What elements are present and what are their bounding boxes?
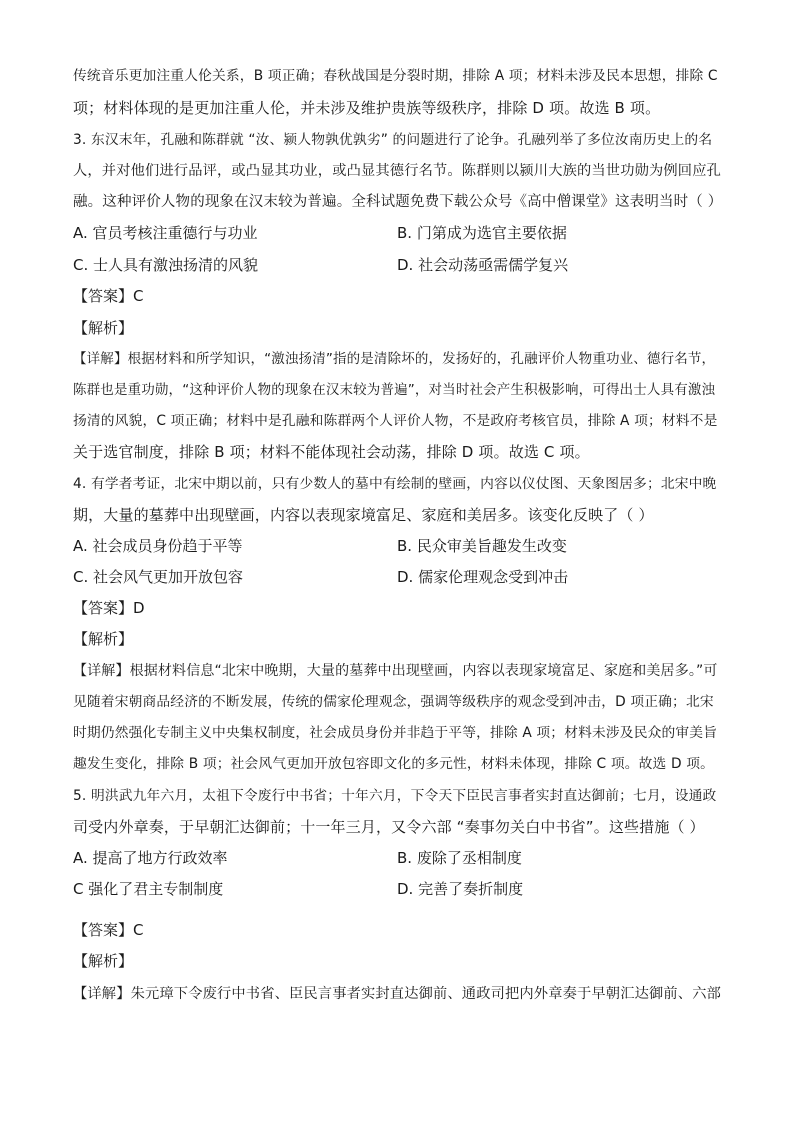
question-3-detail-line: 【详解】根据材料和所学知识，“激浊扬清”指的是清除坏的，发扬好的，孔融评价人物重功业、德行名节，	[73, 351, 716, 367]
question-5-option-d: D. 完善了奏折制度	[397, 880, 524, 898]
question-3-detail-line: 关于选官制度，排除 B 项；材料不能体现社会动荡，排除 D 项。故选 C 项。	[73, 443, 590, 461]
question-5-analysis-label: 【解析】	[73, 952, 134, 970]
question-5-detail-line: 【详解】朱元璋下令废行中书省、臣民言事者实封直达御前、通政司把内外章奏于早朝汇达御前、六部	[73, 986, 722, 1002]
question-3-analysis-label: 【解析】	[73, 319, 134, 337]
question-4-option-c: C. 社会风气更加开放包容	[73, 568, 244, 586]
question-5-stem-line: 司受内外章奏，于早朝汇达御前；十一年三月，又令六部 “奏事勿关白中书省”。这些措施（ ）	[73, 818, 705, 836]
question-4-stem-line: 4. 有学者考证，北宋中期以前，只有少数人的墓中有绘制的壁画，内容以仪仗图、天象图居多；北宋中晚	[73, 476, 717, 492]
question-5-option-b: B. 废除了丞相制度	[397, 849, 522, 867]
continuation-line: 项；材料体现的是更加注重人伦，并未涉及维护贵族等级秩序，排除 D 项。故选 B 项。	[73, 99, 661, 117]
question-4-option-b: B. 民众审美旨趣发生改变	[397, 537, 567, 555]
question-3-stem-line: 3. 东汉末年，孔融和陈群就 “汝、颍人物孰优孰劣” 的问题进行了论争。孔融列举了多位汝南历史上的名	[73, 132, 713, 148]
question-4-detail-line: 时期仍然强化专制主义中央集权制度，社会成员身份并非趋于平等，排除 A 项；材料未涉及民众的审美旨	[73, 725, 718, 741]
question-3-detail-line: 扬清的风貌，C 项正确；材料中是孔融和陈群两个人评价人物，不是政府考核官员，排除 A 项；材料不是	[73, 413, 718, 429]
question-3-stem-line: 人，并对他们进行品评，或凸显其功业，或凸显其德行名节。陈群则以颍川大族的当世功勋为例回应孔	[73, 163, 722, 179]
question-4-detail-line: 趣发生变化，排除 B 项；社会风气更加开放包容即文化的多元性，材料未体现，排除 C 项。故选 D 项。	[73, 756, 714, 772]
continuation-line: 传统音乐更加注重人伦关系，B 项正确；春秋战国是分裂时期，排除 A 项；材料未涉及民本思想，排除 C	[73, 68, 718, 84]
question-3-stem-line: 融。这种评价人物的现象在汉末较为普遍。全科试题免费下载公众号《高中僧课堂》这表明当时（ ）	[73, 194, 723, 210]
question-4-detail-line: 见随着宋朝商品经济的不断发展，传统的儒家伦理观念，强调等级秩序的观念受到冲击，D 项正确；北宋	[73, 694, 714, 710]
question-5-stem-line: 5. 明洪武九年六月，太祖下令废行中书省；十年六月，下令天下臣民言事者实封直达御前；七月，设通政	[73, 788, 717, 804]
question-3-option-a: A. 官员考核注重德行与功业	[73, 224, 258, 242]
question-4-option-a: A. 社会成员身份趋于平等	[73, 537, 243, 555]
question-3-option-c: C. 士人具有激浊扬清的风貌	[73, 256, 259, 274]
question-5-option-a: A. 提高了地方行政效率	[73, 849, 228, 867]
question-4-detail-line: 【详解】根据材料信息“北宋中晚期，大量的墓葬中出现壁画，内容以表现家境富足、家庭和美居多。”可	[73, 663, 718, 679]
question-5-answer: 【答案】C	[73, 921, 144, 939]
question-3-option-d: D. 社会动荡亟需儒学复兴	[397, 256, 569, 274]
question-3-detail-line: 陈群也是重功勋，“这种评价人物的现象在汉末较为普遍”，对当时社会产生积极影响，可得出士人具有激浊	[73, 382, 716, 398]
question-4-stem-line: 期，大量的墓葬中出现壁画，内容以表现家境富足、家庭和美居多。该变化反映了（ ）	[73, 506, 654, 524]
question-5-option-c: C 强化了君主专制制度	[73, 880, 224, 898]
question-3-answer: 【答案】C	[73, 287, 144, 305]
question-4-analysis-label: 【解析】	[73, 630, 134, 648]
question-4-answer: 【答案】D	[73, 599, 145, 617]
question-3-option-b: B. 门第成为选官主要依据	[397, 224, 567, 242]
question-4-option-d: D. 儒家伦理观念受到冲击	[397, 568, 569, 586]
